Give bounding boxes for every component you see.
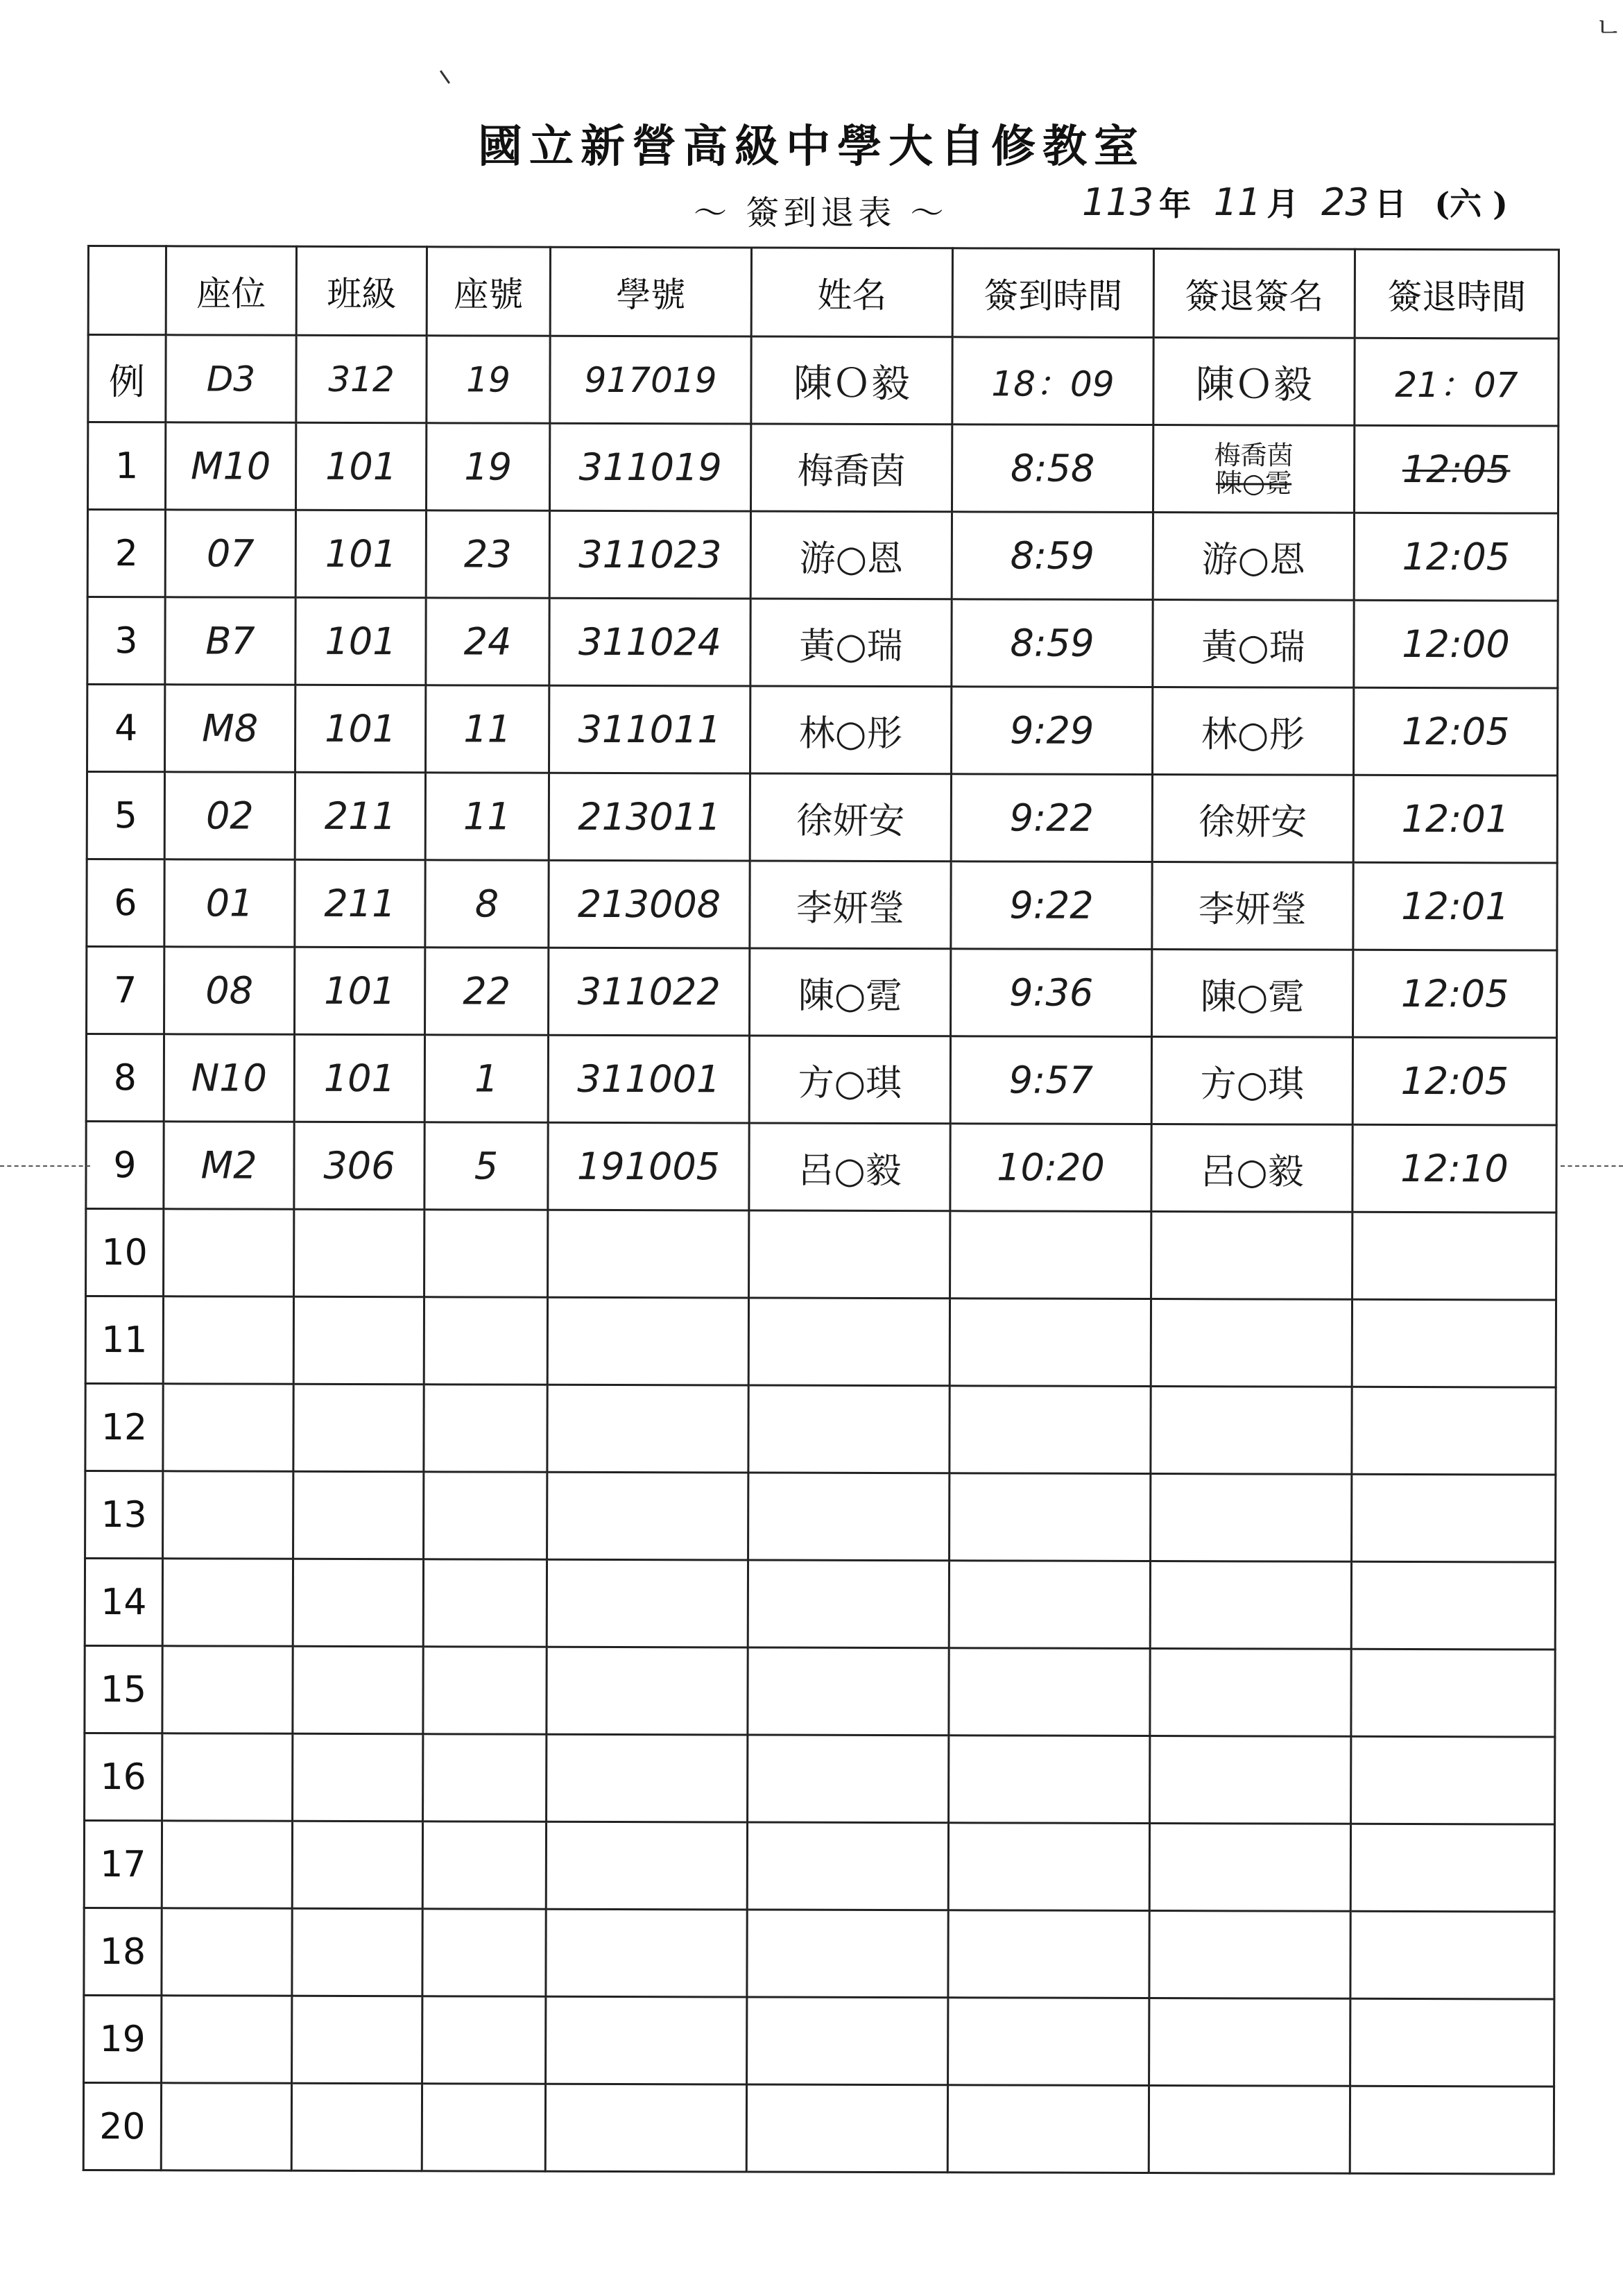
cell-sign-out-signature: 游○恩 <box>1153 513 1354 601</box>
cell-student-id <box>547 1559 748 1647</box>
date-line <box>1082 179 1520 225</box>
cell-sign-in-time: 9:57 <box>950 1036 1151 1124</box>
date-month-label: 月 <box>1266 185 1299 223</box>
cell-sign-in-time <box>949 1648 1150 1736</box>
table-row <box>86 1121 1556 1213</box>
example-seat: D3 <box>166 335 296 422</box>
cell-class: 306 <box>294 1122 424 1209</box>
cell-class: 101 <box>295 947 425 1034</box>
cell-seat-number: 23 <box>426 511 549 598</box>
cell-sign-out-signature <box>1151 1474 1352 1562</box>
cell-name: 方○琪 <box>749 1036 950 1124</box>
col-header-sign-out-time: 簽退時間 <box>1355 249 1558 339</box>
cell-name <box>749 1210 950 1299</box>
cell-sign-in-time: 9:36 <box>951 949 1152 1037</box>
cell-sign-in-time: 9:29 <box>952 687 1153 775</box>
cell-sign-out-time <box>1350 2086 1554 2174</box>
table-row <box>84 1995 1554 2087</box>
row-number: 10 <box>86 1208 164 1296</box>
cell-name: 徐妍安 <box>750 773 951 862</box>
cell-seat <box>162 1733 293 1821</box>
cell-seat <box>162 1996 292 2083</box>
scan-artifact-line-left <box>0 1165 90 1167</box>
cell-student-id <box>547 1647 748 1735</box>
cell-seat <box>162 1559 293 1646</box>
cell-seat-number: 24 <box>426 598 549 685</box>
cell-sign-out-signature: 黃○瑞 <box>1153 600 1354 688</box>
cell-seat-number <box>424 1297 547 1385</box>
cell-seat-number: 11 <box>426 685 549 773</box>
col-header-sign-in-time: 簽到時間 <box>952 248 1153 338</box>
cell-student-id: 213008 <box>549 860 750 948</box>
col-header-seat: 座位 <box>166 246 296 335</box>
table-row <box>87 859 1557 951</box>
row-number: 19 <box>84 1995 162 2082</box>
cell-student-id: 311011 <box>549 685 750 773</box>
cell-sign-out-signature: 呂○毅 <box>1151 1124 1352 1213</box>
date-day-label: 日 <box>1374 185 1407 223</box>
table-row <box>87 685 1558 776</box>
cell-sign-in-time <box>948 1998 1149 2086</box>
cell-sign-out-time <box>1350 1911 1554 1999</box>
cell-seat-number <box>422 1909 546 1996</box>
cell-name <box>748 1298 950 1386</box>
cell-sign-out-signature <box>1151 1212 1352 1300</box>
cell-seat <box>164 1209 294 1296</box>
cell-seat <box>163 1384 293 1471</box>
date-year-label: 年 <box>1159 185 1192 223</box>
cell-sign-out-time: 12:05 <box>1354 687 1558 776</box>
cell-class <box>291 2083 422 2170</box>
cell-seat-number: 11 <box>425 773 549 860</box>
col-header-sign-out-signature: 簽退簽名 <box>1153 249 1355 339</box>
cell-student-id: 213011 <box>549 773 750 861</box>
col-header-seat-number: 座號 <box>427 247 550 336</box>
cell-seat-number: 22 <box>425 948 549 1035</box>
cell-sign-in-time <box>948 1910 1149 1998</box>
table-row <box>85 1383 1556 1475</box>
cell-sign-in-time: 9:22 <box>951 774 1152 862</box>
cell-seat: M2 <box>164 1122 294 1209</box>
cell-seat <box>161 2083 291 2170</box>
cell-sign-out-signature: 徐妍安 <box>1152 775 1353 863</box>
row-number: 6 <box>87 859 164 947</box>
cell-seat-number: 19 <box>426 423 549 511</box>
cell-student-id <box>547 1385 748 1473</box>
row-number: 12 <box>85 1383 163 1471</box>
cell-sign-out-time: 12:01 <box>1353 862 1557 950</box>
cell-seat: 02 <box>164 772 295 859</box>
date-weekday: (六 ) <box>1434 185 1508 223</box>
cell-name: 黃○瑞 <box>750 599 952 687</box>
cell-name: 游○恩 <box>750 511 952 599</box>
table-row <box>85 1296 1556 1387</box>
row-number: 9 <box>86 1121 164 1208</box>
cell-class <box>293 1559 423 1646</box>
cell-student-id <box>546 1909 747 1997</box>
row-number: 14 <box>85 1558 162 1645</box>
cell-name: 陳○霓 <box>750 948 951 1036</box>
cell-name <box>748 1473 950 1561</box>
table-row <box>87 597 1558 689</box>
table-row <box>84 1820 1554 1912</box>
cell-name <box>746 2084 947 2173</box>
example-sign-in-time: 18：09 <box>952 337 1153 425</box>
example-row <box>88 335 1558 427</box>
cell-seat-number <box>423 1559 547 1647</box>
cell-name <box>747 1910 948 1998</box>
cell-seat-number <box>424 1385 547 1472</box>
example-sign-out-signature: 陳Ｏ毅 <box>1153 338 1355 426</box>
scan-artifact-line-right <box>1561 1165 1623 1167</box>
cell-seat: M8 <box>165 685 295 772</box>
cell-sign-out-signature <box>1150 1649 1351 1737</box>
col-header-student-id: 學號 <box>550 247 751 336</box>
example-student-id: 917019 <box>550 336 751 424</box>
page-title: 國立新營高級中學大自修教室 <box>478 121 1145 173</box>
cell-student-id: 311024 <box>549 598 750 686</box>
row-number: 1 <box>88 422 166 510</box>
row-number: 17 <box>84 1820 162 1908</box>
cell-sign-out-time <box>1352 1212 1556 1300</box>
table-row <box>83 2082 1554 2174</box>
cell-seat: N10 <box>164 1034 294 1122</box>
cell-seat-number <box>422 1996 546 2084</box>
cell-sign-out-signature: 李妍瑩 <box>1152 862 1353 950</box>
cell-sign-out-time <box>1351 1736 1555 1824</box>
cell-sign-out-signature <box>1149 1911 1350 1999</box>
cell-sign-out-time <box>1352 1387 1556 1475</box>
cell-class: 101 <box>295 597 426 685</box>
cell-sign-out-time <box>1350 1998 1554 2087</box>
cell-sign-in-time <box>949 1561 1150 1649</box>
row-number: 20 <box>83 2082 161 2170</box>
row-number: 13 <box>85 1471 163 1558</box>
table-row <box>86 1034 1556 1126</box>
cell-sign-out-time: 12:10 <box>1352 1124 1556 1213</box>
cell-sign-in-time: 8:58 <box>952 425 1153 513</box>
cell-name: 梅喬茵 <box>750 424 952 512</box>
cell-name: 林○彤 <box>750 686 952 774</box>
cell-sign-out-signature <box>1150 1736 1351 1824</box>
table-row <box>85 1645 1555 1737</box>
cell-seat <box>163 1296 293 1384</box>
table-row <box>85 1471 1556 1562</box>
cell-student-id <box>547 1297 748 1385</box>
sign-out-signature-text: 梅喬茵 <box>1214 439 1294 471</box>
cell-seat: B7 <box>165 597 295 685</box>
sign-in-table <box>83 245 1560 2175</box>
cell-sign-in-time: 8:59 <box>952 599 1153 687</box>
cell-class <box>292 1908 422 1996</box>
cell-sign-out-signature <box>1149 1998 1350 2087</box>
cell-seat-number <box>423 1734 547 1822</box>
cell-sign-in-time <box>950 1386 1151 1474</box>
cell-name <box>748 1560 949 1648</box>
cell-sign-out-time: 12:05 <box>1354 513 1558 601</box>
cell-name <box>748 1735 949 1823</box>
date-day: 23 <box>1321 180 1369 224</box>
cell-sign-out-signature <box>1151 1299 1352 1387</box>
cell-sign-out-signature <box>1149 2086 1350 2174</box>
stray-pen-mark <box>440 70 450 84</box>
table-row <box>85 1733 1555 1824</box>
cell-seat: 08 <box>164 947 295 1034</box>
cell-sign-out-time <box>1351 1649 1555 1737</box>
cell-sign-in-time <box>948 1823 1149 1911</box>
cell-student-id <box>546 1822 747 1910</box>
form-subtitle: ～ 簽到退表 ～ <box>694 194 948 232</box>
cell-seat-number: 1 <box>424 1035 548 1122</box>
cell-sign-out-signature <box>1150 1561 1351 1650</box>
cell-student-id: 311019 <box>549 423 750 511</box>
cell-sign-out-signature <box>1151 1387 1352 1475</box>
cell-seat-number <box>424 1210 548 1297</box>
cell-sign-out-signature: 林○彤 <box>1153 687 1354 776</box>
cell-sign-in-time <box>950 1473 1151 1561</box>
col-header-name: 姓名 <box>751 248 952 337</box>
cell-name <box>748 1385 950 1473</box>
cell-class: 101 <box>296 422 427 510</box>
col-header-number <box>88 246 166 335</box>
cell-seat-number <box>422 1822 546 1909</box>
row-number: 15 <box>85 1645 162 1733</box>
cell-seat-number <box>423 1647 547 1734</box>
row-number: 18 <box>84 1908 162 1995</box>
cell-class <box>293 1384 424 1471</box>
cell-seat <box>162 1908 292 1996</box>
row-number: 16 <box>85 1733 162 1820</box>
struck-signature-text: 陳○霓 <box>1215 467 1292 499</box>
cell-student-id: 311001 <box>548 1035 749 1123</box>
cell-sign-out-time: 12:00 <box>1354 600 1558 688</box>
cell-seat: M10 <box>166 422 296 510</box>
cell-sign-in-time <box>947 2085 1149 2173</box>
cell-seat-number: 8 <box>425 860 549 948</box>
example-seat-number: 19 <box>427 336 550 423</box>
cell-sign-out-time <box>1350 1824 1554 1912</box>
example-label: 例 <box>88 335 166 422</box>
row-number: 2 <box>87 510 165 597</box>
cell-name <box>747 1997 948 2085</box>
cell-sign-out-time <box>1352 1299 1556 1387</box>
cell-class <box>292 1821 422 1908</box>
date-year: 113 <box>1082 180 1154 224</box>
cell-student-id <box>547 1734 748 1822</box>
cell-name <box>747 1822 948 1910</box>
cell-sign-in-time <box>950 1211 1151 1299</box>
cell-sign-out-time: 12:05 <box>1352 1037 1556 1125</box>
cell-class: 211 <box>295 859 425 947</box>
cell-class: 101 <box>295 685 426 772</box>
cell-sign-in-time: 8:59 <box>952 512 1153 600</box>
cell-class: 101 <box>294 1034 424 1122</box>
cell-sign-out-signature: 陳○霓 <box>1152 950 1353 1038</box>
cell-seat <box>162 1646 293 1733</box>
table-row <box>84 1908 1554 1999</box>
cell-class <box>293 1296 424 1384</box>
table-row <box>87 772 1557 864</box>
cell-class <box>292 1996 422 2083</box>
cell-seat: 01 <box>164 859 295 947</box>
cell-student-id: 311022 <box>549 948 750 1036</box>
row-number: 3 <box>87 597 165 685</box>
cell-sign-out-time <box>1351 1561 1555 1650</box>
cell-seat-number <box>424 1472 547 1559</box>
cell-class <box>293 1646 423 1733</box>
cell-class <box>293 1733 423 1821</box>
cell-student-id <box>548 1210 749 1298</box>
cell-name: 呂○毅 <box>749 1123 950 1211</box>
row-number: 4 <box>87 685 165 772</box>
cell-seat-number <box>422 2084 545 2171</box>
cell-sign-out-time: 12:05 <box>1353 950 1557 1038</box>
cell-sign-out-signature <box>1149 1824 1350 1912</box>
cell-seat: 07 <box>165 510 295 597</box>
cell-student-id <box>546 1996 747 2084</box>
cell-sign-in-time: 10:20 <box>950 1124 1151 1212</box>
row-number: 11 <box>85 1296 163 1383</box>
table-header-row <box>88 246 1558 339</box>
cell-name <box>748 1647 949 1736</box>
table-row <box>87 947 1557 1038</box>
cell-class: 211 <box>295 772 425 859</box>
row-number: 5 <box>87 772 164 859</box>
cell-student-id <box>547 1472 748 1560</box>
col-header-class: 班級 <box>296 246 427 335</box>
cell-student-id <box>545 2084 746 2172</box>
cell-class <box>293 1471 424 1559</box>
cell-sign-in-time <box>949 1736 1150 1824</box>
cell-sign-out-time: 12:05 <box>1354 425 1558 513</box>
example-sign-out-time: 21：07 <box>1355 338 1558 426</box>
table-row <box>85 1558 1555 1650</box>
table-row <box>87 510 1558 601</box>
corner-pencil-mark: ㄴ <box>1595 12 1622 44</box>
cell-sign-in-time: 9:22 <box>951 862 1152 950</box>
table-row <box>88 422 1558 514</box>
cell-sign-in-time <box>950 1299 1151 1387</box>
date-month: 11 <box>1213 180 1262 224</box>
cell-seat <box>162 1821 292 1908</box>
row-number: 8 <box>86 1034 164 1122</box>
cell-class <box>294 1209 424 1296</box>
example-name: 陳Ｏ毅 <box>751 336 952 425</box>
cell-sign-out-signature: 方○琪 <box>1151 1037 1352 1125</box>
cell-seat-number: 5 <box>424 1122 548 1210</box>
cell-sign-out-time: 12:01 <box>1353 775 1557 863</box>
cell-name: 李妍瑩 <box>750 861 951 949</box>
cell-student-id: 311023 <box>549 511 750 599</box>
cell-seat <box>163 1471 293 1559</box>
cell-sign-out-time <box>1352 1474 1556 1562</box>
table-row <box>86 1208 1556 1300</box>
cell-student-id: 191005 <box>548 1122 749 1210</box>
row-number: 7 <box>87 947 164 1034</box>
example-class: 312 <box>296 335 427 422</box>
cell-class: 101 <box>295 510 426 597</box>
cell-sign-out-signature <box>1153 425 1354 513</box>
